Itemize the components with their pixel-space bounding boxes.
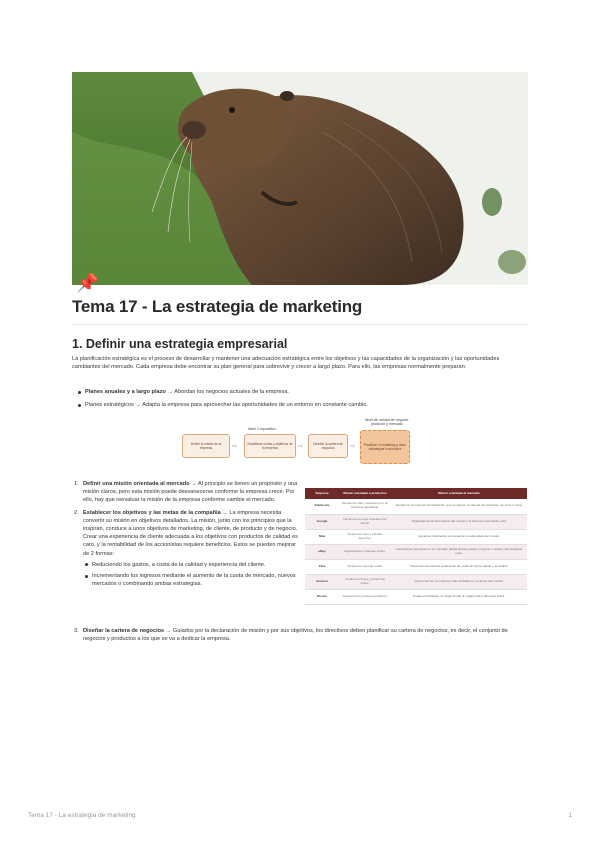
- coypu-photo: [72, 72, 528, 285]
- list-item: Planes estratégicos → Adapta la empresa para aprovechar las oportunidades de un entorno en constante cambio.: [78, 401, 528, 409]
- sub-bullet-list: [83, 561, 298, 589]
- table-row: Nike Vendemos ropa y calzado deportivo. Llevamos inspiración e innovación a cada atleta del mundo.: [305, 529, 527, 544]
- list-item: Planes anuales y a largo plazo → Abordan los negocios actuales de la empresa.: [78, 388, 528, 396]
- footer-title: Tema 17 - La estrategia de marketing: [28, 812, 136, 819]
- mission-comparison-table: [305, 488, 527, 605]
- title-divider: [72, 324, 528, 325]
- bullet-list: [78, 388, 528, 414]
- list-item: Incrementando los ingresos mediante el aumento de la cuota de mercado, nuevos mercados o combinando ambas estrategias.: [83, 572, 298, 588]
- list-item: 2. Establecer los objetivos y las metas de la compañía → La empresa necesita convertir su misión en objetivos detallados. La misión, junto con los principios que la inspiran, conduce a unos objetivos de marketing, de cliente, de producto y de negocio. Crear una experiencia de cliente adecuada a los objetivos con productos de calidad es caro, y la rentabilidad de los accionistas requiere beneficios. Estos se pueden mejorar de 2 formas: Reduciendo los gastos, a costa de la calidad y experiencia del cliente. Incrementando los ingresos mediante el aumento de la cuota de mercado, nuevos mercados o combinando ambas estrategias.: [74, 509, 298, 588]
- page-number: 1: [568, 812, 572, 819]
- numbered-list: [72, 480, 298, 592]
- flow-node: Diseñar la cartera de negocios: [308, 434, 348, 458]
- table-header: Misión orientada a productos: [339, 488, 391, 499]
- strategy-flow-diagram: [178, 418, 418, 470]
- flow-label-corporate: Nivel Corporativo: [248, 427, 276, 431]
- page-title: Tema 17 - La estrategia de marketing: [72, 297, 363, 316]
- intro-paragraph: La planificación estratégica es el proceso de desarrollar y mantener una adecuación estratégica entre los objetivos y las capacidades de la organización y las oportunidades cambiantes del mercado. Cada empresa debe encontrar su plan general para sobrevivir y crecer a largo plazo. Para ello, las empresas normalmente preparan:: [72, 356, 500, 371]
- list-item: 1. Definir una misión orientada al mercado → Al principio se tienen un propósito y una misión claros, pero esta misión puede desvanecerse conforme la empresa crece. Por ello, hay que reevaluar la misión de la empresa conforme cambie el mercado.: [74, 481, 298, 504]
- table-row: Starbucks Vendemos café y aperitivos en un ambiente agradable. Vendemos la experiencia Starbucks, que enriquece la vida de las personas, de taza en taza.: [305, 499, 527, 514]
- table-header: Empresa: [305, 488, 339, 499]
- section-heading: 1. Definir una estrategia empresarial: [72, 337, 288, 351]
- table-row: Google Hacemos el mejor buscador del mundo. Organizamos la información del mundo y la hacemos accesible y útil.: [305, 514, 527, 529]
- list-item: 3. Diseñar la cartera de negocios → Guiados por la declaración de misión y por sus objetivos, los directivos deben planificar su cartera de negocios, es decir, el conjunto de negocios y productos a los que se va a dedicar la empresa.: [74, 628, 508, 643]
- flow-label-business-unit: Nivel de unidad de negocio, producto y mercado: [364, 418, 410, 426]
- table-row: eBay Organizamos subastas online. Conectamos personas en un mercado global donde pueden comprar y vender casi cualquier cosa.: [305, 544, 527, 559]
- pushpin-icon: 📌: [76, 273, 99, 293]
- table-row: Amazon Vendemos libros y productos online. Queremos ser la empresa más centrada en el cliente del mundo.: [305, 574, 527, 589]
- flow-node: Establecer metas y objetivos de la empresa: [244, 434, 296, 458]
- table-row: Disney Gestionamos parques temáticos. Creamos fantasías, un lugar donde la magia cobra vida para todos.: [305, 589, 527, 604]
- flow-node: Planificar el marketing y otras estrategias funcionales: [360, 430, 410, 464]
- flow-node: Definir la misión de la empresa: [182, 434, 230, 458]
- arrow-right-icon: ⇨: [232, 444, 238, 450]
- cover-image: [72, 72, 528, 285]
- table-row: Zara Vendemos ropa de moda. Ofrecemos las últimas tendencias de moda de forma rápida y accesible.: [305, 559, 527, 574]
- arrow-right-icon: ⇨: [298, 444, 304, 450]
- arrow-right-icon: ⇨: [350, 444, 356, 450]
- list-item: Reduciendo los gastos, a costa de la calidad y experiencia del cliente.: [83, 561, 298, 569]
- table-header: Misión orientada al mercado: [391, 488, 527, 499]
